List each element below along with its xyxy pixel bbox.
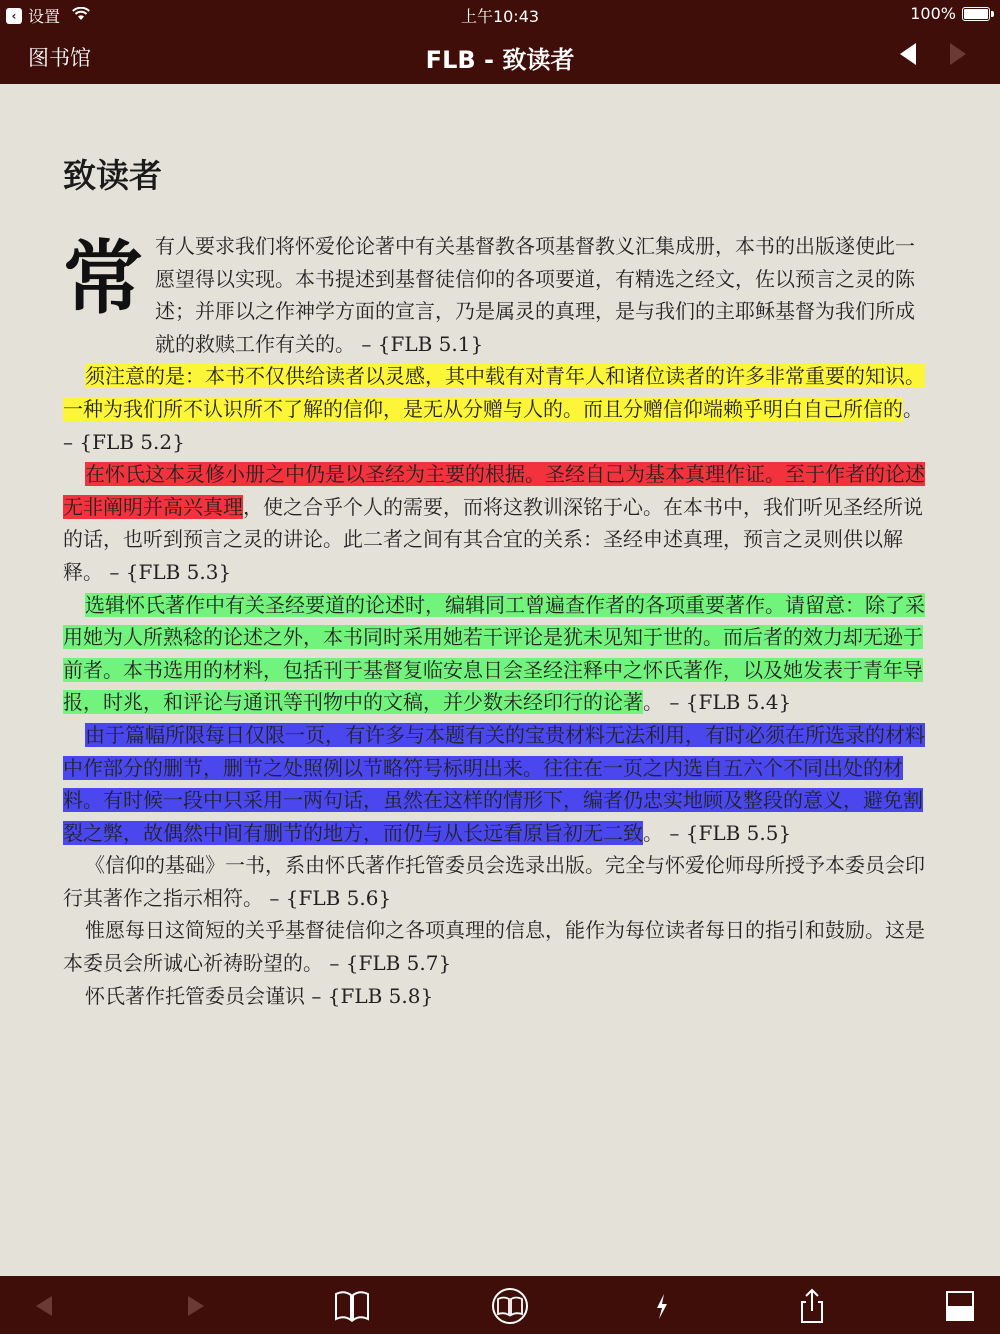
navigation-bar — [0, 28, 1000, 84]
library-back-button[interactable]: 图书馆 — [28, 46, 91, 70]
paragraph-text: 《信仰的基础》一书，系由怀氏著作托管委员会选录出版。完全与怀爱伦师母所授予本委员会印行其著作之指示相符。 — [63, 853, 925, 910]
battery-percentage: 100% — [910, 4, 956, 23]
reference-link[interactable]: – {FLB 5.4} — [669, 690, 792, 715]
next-chapter-icon[interactable] — [946, 40, 970, 68]
reading-page[interactable] — [0, 84, 1000, 1276]
back-to-app-icon[interactable]: ‹ — [6, 8, 22, 24]
status-right — [910, 4, 990, 23]
paragraph-5-4[interactable] — [63, 589, 926, 719]
layout-icon[interactable] — [940, 1286, 980, 1326]
reference-link[interactable]: – {FLB 5.8} — [311, 983, 434, 1008]
bottom-toolbar — [0, 1276, 1000, 1334]
status-bar — [0, 0, 1000, 28]
reference-link[interactable]: – {FLB 5.1} — [361, 331, 484, 356]
paragraph-5-1[interactable] — [63, 230, 926, 360]
previous-chapter-icon[interactable] — [896, 40, 920, 68]
paragraph-5-6[interactable] — [63, 849, 926, 914]
paragraph-text: 。 — [903, 396, 923, 421]
reference-link[interactable]: – {FLB 5.7} — [329, 951, 452, 976]
page-title: FLB - 致读者 — [425, 46, 575, 74]
reference-link[interactable]: – {FLB 5.5} — [669, 820, 792, 845]
paragraph-text: 惟愿每日这简短的关乎基督徒信仰之各项真理的信息，能作为每位读者每日的指引和鼓励。这是本委员会所诚心祈祷盼望的。 — [63, 918, 925, 976]
yellow-highlight[interactable]: 须注意的是：本书不仅供给读者以灵感，其中载有对青年人和诸位读者的许多非常重要的知识。一种为我们所不认识所不了解的信仰，是无从分赠与人的。而且分赠信仰端赖乎明白自己所信的 — [63, 364, 925, 421]
forward-arrow-icon[interactable] — [176, 1286, 216, 1326]
paragraph-text: 。 — [643, 820, 663, 845]
drop-cap: 常 — [63, 232, 143, 325]
paragraph-5-5[interactable] — [63, 719, 926, 849]
status-time: 上午10:43 — [460, 7, 540, 26]
paragraph-text: ，使之合乎个人的需要，而将这教训深铭于心。在本书中，我们听见圣经所说的话，也听到预言之灵的讲论。此二者之间有其合宜的关系：圣经申述真理，预言之灵则供以解释。 — [63, 494, 923, 584]
reference-link[interactable]: – {FLB 5.3} — [109, 559, 232, 584]
paragraph-text: 。 — [643, 690, 663, 715]
paragraph-5-8[interactable] — [63, 980, 926, 1013]
paragraph-5-3[interactable] — [63, 458, 926, 588]
chapter-text[interactable] — [63, 230, 926, 1012]
back-app-label[interactable]: 设置 — [28, 7, 61, 26]
reference-link[interactable]: – {FLB 5.6} — [269, 885, 392, 910]
paragraph-text: 有人要求我们将怀爱伦论著中有关基督教各项基督教义汇集成册，本书的出版遂使此一愿望得以实现。本书提述到基督徒信仰的各项要道，有精选之经文，佐以预言之灵的陈述；并厞以之作神学方面的宣言，乃是属灵的真理，是与我们的主耶稣基督为我们所成就的救赎工作有关的。 — [155, 234, 915, 356]
paragraph-5-2[interactable] — [63, 360, 926, 458]
paragraph-text: 怀氏著作托管委员会谨识 — [85, 983, 305, 1008]
chapter-heading: 致读者 — [63, 156, 162, 195]
red-highlight[interactable]: 在怀氏这本灵修小册之中仍是以圣经为主要的根据。圣经自己为基本真理作证。至于作者的论述无非阐明并高兴真理 — [63, 462, 925, 519]
share-icon[interactable] — [792, 1286, 832, 1326]
book-icon[interactable] — [332, 1286, 372, 1326]
battery-icon — [962, 7, 990, 21]
reference-link[interactable]: – {FLB 5.2} — [63, 429, 185, 454]
green-highlight[interactable]: 选辑怀氏著作中有关圣经要道的论述时，编辑同工曾遍查作者的各项重要著作。请留意：除了采用她为人所熟稔的论述之外，本书同时采用她若干评论是犹未见知于世的。而后者的效力却无逊于前者。本书选用的材料，包括刊于基督复临安息日会圣经注释中之怀氏著作，以及她发表于青年导报，时兆，和评论与通讯等刊物中的文稿，并少数未经印行的论著 — [63, 592, 925, 715]
top-bar — [0, 0, 1000, 84]
back-arrow-icon[interactable] — [24, 1286, 64, 1326]
paragraph-5-7[interactable] — [63, 914, 926, 979]
lightning-icon[interactable] — [642, 1286, 682, 1326]
blue-highlight[interactable]: 由于篇幅所限每日仅限一页，有许多与本题有关的宝贵材料无法利用，有时必须在所选录的材料中作部分的删节，删节之处照例以节略符号标明出来。往往在一页之内选自五六个不同出处的材料。有时候一段中只采用一两句话，虽然在这样的情形下，编者仍忠实地顾及整段的意义，避免割裂之弊，故偶然中间有删节的地方，而仍与从长远看原旨初无二致 — [63, 722, 925, 845]
reader-icon[interactable] — [490, 1286, 530, 1326]
